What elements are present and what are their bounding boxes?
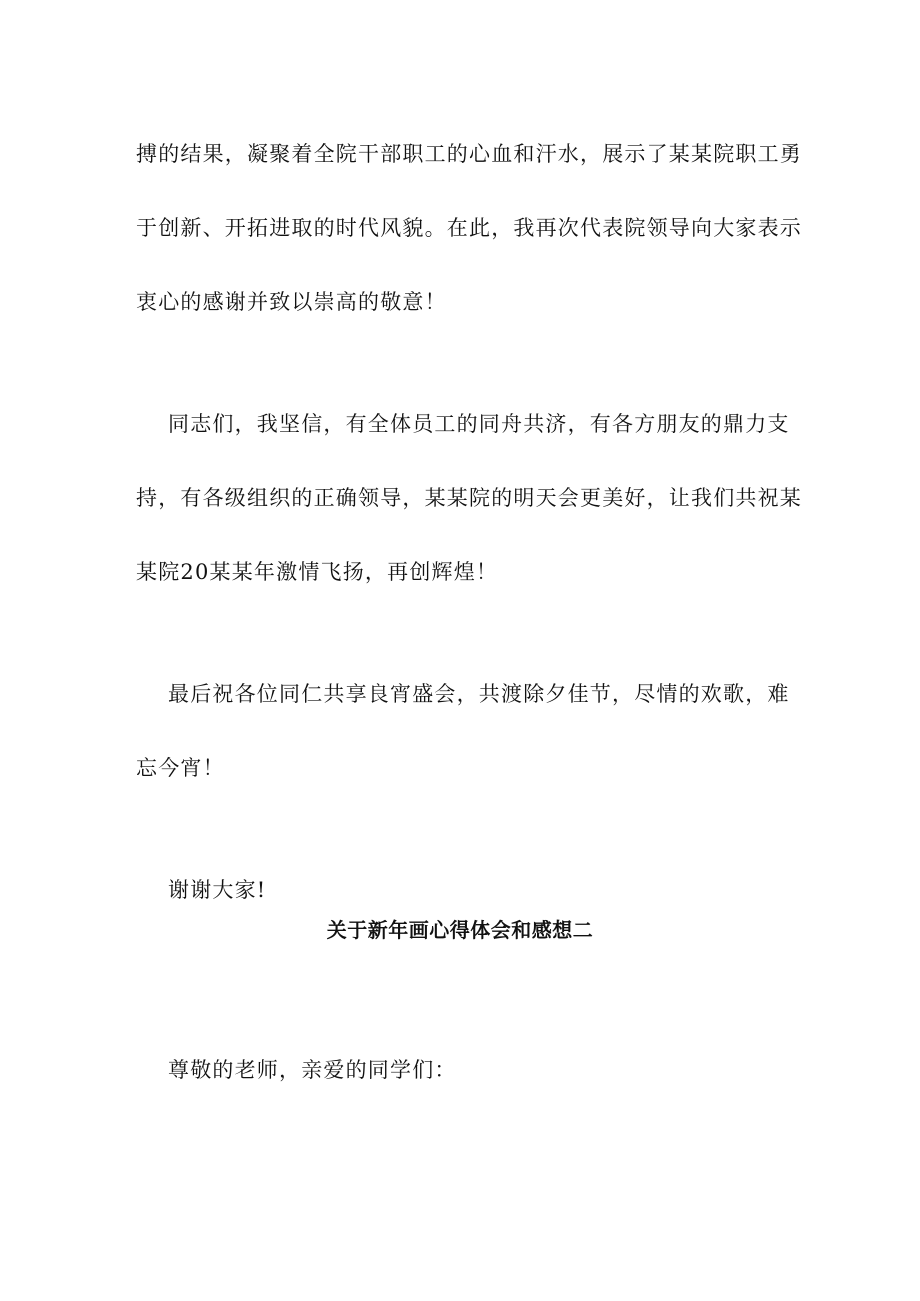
closing-text: 谢谢大家! [168, 878, 267, 902]
paragraph-line: 最后祝各位同仁共享良宵盛会，共渡除夕佳节，尽情的欢歌，难 [168, 682, 790, 706]
paragraph-line: 搏的结果，凝聚着全院干部职工的心血和汗水，展示了某某院职工勇 [136, 142, 802, 166]
paragraph-line: 同志们，我坚信，有全体员工的同舟共济，有各方朋友的鼎力支 [168, 412, 790, 436]
paragraph-line: 忘今宵！ [136, 756, 225, 780]
paragraph-line: 衷心的感谢并致以崇高的敬意！ [136, 290, 447, 314]
paragraph-line: 持，有各级组织的正确领导，某某院的明天会更美好，让我们共祝某 [136, 486, 802, 510]
section-title: 关于新年画心得体会和感想二 [326, 918, 594, 942]
salutation-text: 尊敬的老师，亲爱的同学们： [168, 1058, 457, 1082]
paragraph-line: 某院20某某年激情飞扬，再创辉煌！ [136, 560, 499, 584]
paragraph-line: 于创新、开拓进取的时代风貌。在此，我再次代表院领导向大家表示 [136, 216, 802, 240]
